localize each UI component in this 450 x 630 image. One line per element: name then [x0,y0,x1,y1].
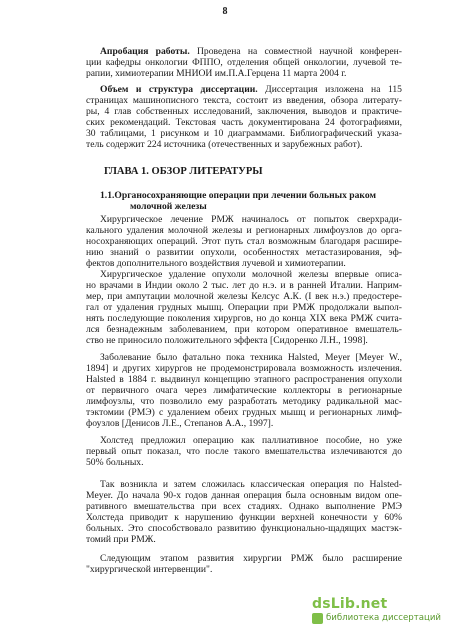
text-line: нять последующие поколения хирургов, но до конца XIX века РМЖ счита- [86,313,402,324]
text-line: ративного вмешательства при всех стадиях. Однако выполнение РМЭ [86,501,402,512]
text-line: томий при РМЖ. [86,534,156,545]
text-line: но врачами в Индии около 2 тыс. лет до н.э. и в ранней Италии. Наприм- [86,280,402,291]
text-line: Холстед предложил операцию как паллиативное пособие, но уже [100,435,402,446]
text-line: Заболевание было фатально пока техника Halsted, Meyer [Meyer W., [100,352,402,363]
section-title: 1.1.Органосохраняющие операции при лечении больных раком [100,190,376,201]
section-title-continued: молочной железы [130,201,207,212]
text-line: Хирургическое удаление опухоли молочной железы впервые описа- [100,269,402,280]
chapter-title: ГЛАВА 1. ОБЗОР ЛИТЕРАТУРЫ [104,166,263,177]
watermark [312,596,442,626]
paragraph-lead-volume: Объем и структура диссертации. [100,84,258,95]
text-line: страницах машинописного текста, состоит из введения, обзора литерату- [86,95,402,106]
paragraph-lead-approbation: Апробация работы. [100,46,190,57]
text-line: 1894] и других хирургов не продемонстрировала возможность излечения. [86,363,402,374]
text-line: гал от удаления грудных мышц. Операции при РМЖ продолжали выпол- [86,302,402,313]
watermark-caption: библиотека диссертаций [326,613,442,623]
text-line: рапии, химиотерапии МНИОИ им.П.А.Герцена 11 марта 2004 г. [86,68,347,79]
text-line: тэктомии (РМЭ) с удалением обеих грудных мышц и регионарных лимф- [86,407,402,418]
text-span: Диссертация изложена на 115 [265,84,402,95]
text-line: Холстеда приводит к нарушению функции верхней конечности у 60% [86,512,402,523]
text-line: Следующим этапом развития хирургии РМЖ было расширение [100,553,402,564]
text-line: лся безнадежным заболеванием, при котором оперативное вмешатель- [86,324,402,335]
text-line: 30 таблицами, 1 рисунком и 10 диаграммами. Библиографический указа- [86,128,402,139]
text-line: ских рекомендаций. Текстовая часть документирована 24 фотографиями, [86,117,402,128]
text-line: ры, 4 глав собственных исследований, заключения, выводов и практиче- [86,106,402,117]
text-line: лимфоузлы, что позволило ему разработать методику радикальной мас- [86,396,402,407]
text-span: Проведена на совместной научной конферен- [196,46,402,57]
text-line: фоузлов [Денисов Л.Е., Степанов А.А., 1997]. [86,418,274,429]
text-line: фектов дополнительного воздействия лучевой и химиотерапии. [86,258,346,269]
text-line: Meyer. До начала 90-х годов данная операция была основным видом опе- [86,490,402,501]
text-line: больных. Это способствовало развитию функционально-щадящих мастэк- [86,523,402,534]
text-line: кального удаления молочной железы и регионарных лимфоузлов до орга- [86,225,402,236]
text-line: Так возникла и затем сложилась классическая операция по Halsted- [100,479,402,490]
text-line: "хирургической интервенции". [86,564,213,575]
text-line [86,84,402,95]
text-line: Хирургическое лечение РМЖ начиналось от попыток сверхради- [100,214,402,225]
page-number: 8 [222,6,228,17]
text-line [86,46,402,57]
text-line: ство не приносило положительного эффекта [Сидоренко Л.Н., 1998]. [86,335,368,346]
text-line: нию знаний о развитии опухоли, особенностях метастазирования, эф- [86,247,402,258]
text-line: мер, при ампутации молочной железы Келсус А.К. (I век н.э.) предостере- [86,291,402,302]
text-line: носохраняющих операций. Этот путь стал возможным благодаря расшире- [86,236,402,247]
watermark-logo: dsLib.net [312,596,388,612]
text-line: ции кафедры онкологии ФППО, отделения общей онкологии, лучевой те- [86,57,402,68]
text-line: 50% больных. [86,457,144,468]
text-line: Halsted в 1884 г. выдвинул концепцию этапного распространения опухоли [86,374,402,385]
book-icon [312,613,323,624]
text-line: первый опыт показал, что после такого вмешательства излечиваются до [86,446,402,457]
text-line: тель содержит 224 источника (отечественных и зарубежных работ). [86,139,363,150]
text-line: от первичного очага через лимфатические коллекторы в регионарные [86,385,402,396]
